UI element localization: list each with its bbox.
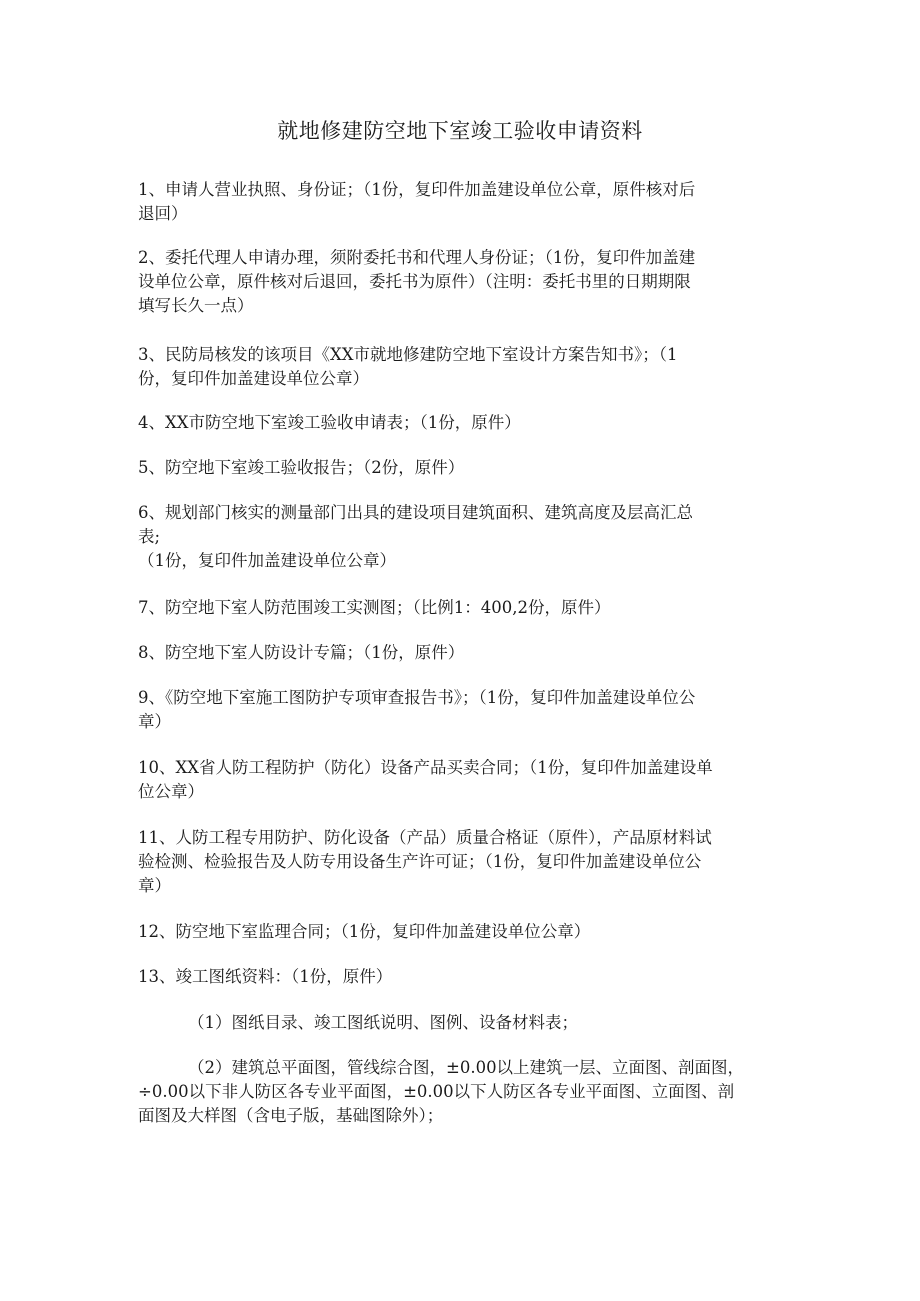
list-item-6 — [138, 501, 788, 573]
sub-item-2 — [138, 1056, 798, 1128]
list-item-line: 验检测、检验报告及人防专用设备生产许可证；（1份，复印件加盖建设单位公 — [138, 852, 702, 871]
list-item-line: 6、规划部门核实的测量部门出具的建设项目建筑面积、建筑高度及层高汇总 — [138, 503, 693, 522]
list-item-line: 1、申请人营业执照、身份证；（1份，复印件加盖建设单位公章，原件核对后 — [138, 180, 696, 199]
list-item-line: （1份，复印件加盖建设单位公章） — [138, 551, 396, 570]
list-item-line: 退回） — [138, 204, 188, 223]
list-item-11 — [138, 826, 788, 898]
list-item-line: 3、民防局核发的该项目《XX市就地修建防空地下室设计方案告知书》；（1 — [138, 345, 678, 364]
list-item-line: 10、XX省人防工程防护（防化）设备产品买卖合同；（1份，复印件加盖建设单 — [138, 758, 713, 777]
list-item-9 — [138, 686, 788, 734]
list-item-line: 章） — [138, 712, 171, 731]
list-item-line: 9、《防空地下室施工图防护专项审查报告书》；（1份，复印件加盖建设单位公 — [138, 688, 696, 707]
list-item-line: 5、防空地下室竣工验收报告；（2份，原件） — [138, 458, 465, 477]
list-item-3 — [138, 343, 788, 391]
list-item-1 — [138, 178, 788, 226]
list-item-12 — [138, 920, 788, 944]
sub-item-line: 面图及大样图（含电子版，基础图除外）； — [138, 1106, 444, 1125]
list-item-line: 8、防空地下室人防设计专篇；（1份，原件） — [138, 643, 465, 662]
list-item-7 — [138, 596, 788, 620]
list-item-line: 位公章） — [138, 782, 204, 801]
list-item-line: 11、人防工程专用防护、防化设备（产品）质量合格证（原件），产品原材料试 — [138, 828, 712, 847]
sub-item-1: （1）图纸目录、竣工图纸说明、图例、设备材料表； — [188, 1013, 578, 1032]
list-item-line: 设单位公章，原件核对后退回，委托书为原件）（注明：委托书里的日期期限 — [138, 272, 691, 291]
list-item-8 — [138, 641, 788, 665]
list-item-2 — [138, 246, 788, 318]
list-item-5 — [138, 456, 788, 480]
list-item-10 — [138, 756, 788, 804]
list-item-line: 7、防空地下室人防范围竣工实测图；（比例1：400,2份，原件） — [138, 598, 611, 617]
list-item-line: 章） — [138, 876, 171, 895]
list-item-line: 填写长久一点） — [138, 296, 254, 315]
sub-item-line: （2）建筑总平面图，管线综合图，±0.00以上建筑一层、立面图、剖面图， — [188, 1058, 745, 1077]
list-item-line: 12、防空地下室监理合同；（1份，复印件加盖建设单位公章） — [138, 922, 591, 941]
sub-item-line: ÷0.00以下非人防区各专业平面图，±0.00以下人防区各专业平面图、立面图、剖 — [138, 1082, 735, 1101]
list-item-13 — [138, 965, 788, 989]
list-item-line: 份，复印件加盖建设单位公章） — [138, 369, 369, 388]
list-item-line: 表; — [138, 527, 161, 546]
list-item-line: 13、竣工图纸资料：（1份，原件） — [138, 967, 393, 986]
list-item-line: 4、XX市防空地下室竣工验收申请表；（1份，原件） — [138, 413, 521, 432]
list-item-line: 2、委托代理人申请办理，须附委托书和代理人身份证；（1份，复印件加盖建 — [138, 248, 696, 267]
document-title: 就地修建防空地下室竣工验收申请资料 — [277, 119, 643, 143]
list-item-4 — [138, 411, 788, 435]
